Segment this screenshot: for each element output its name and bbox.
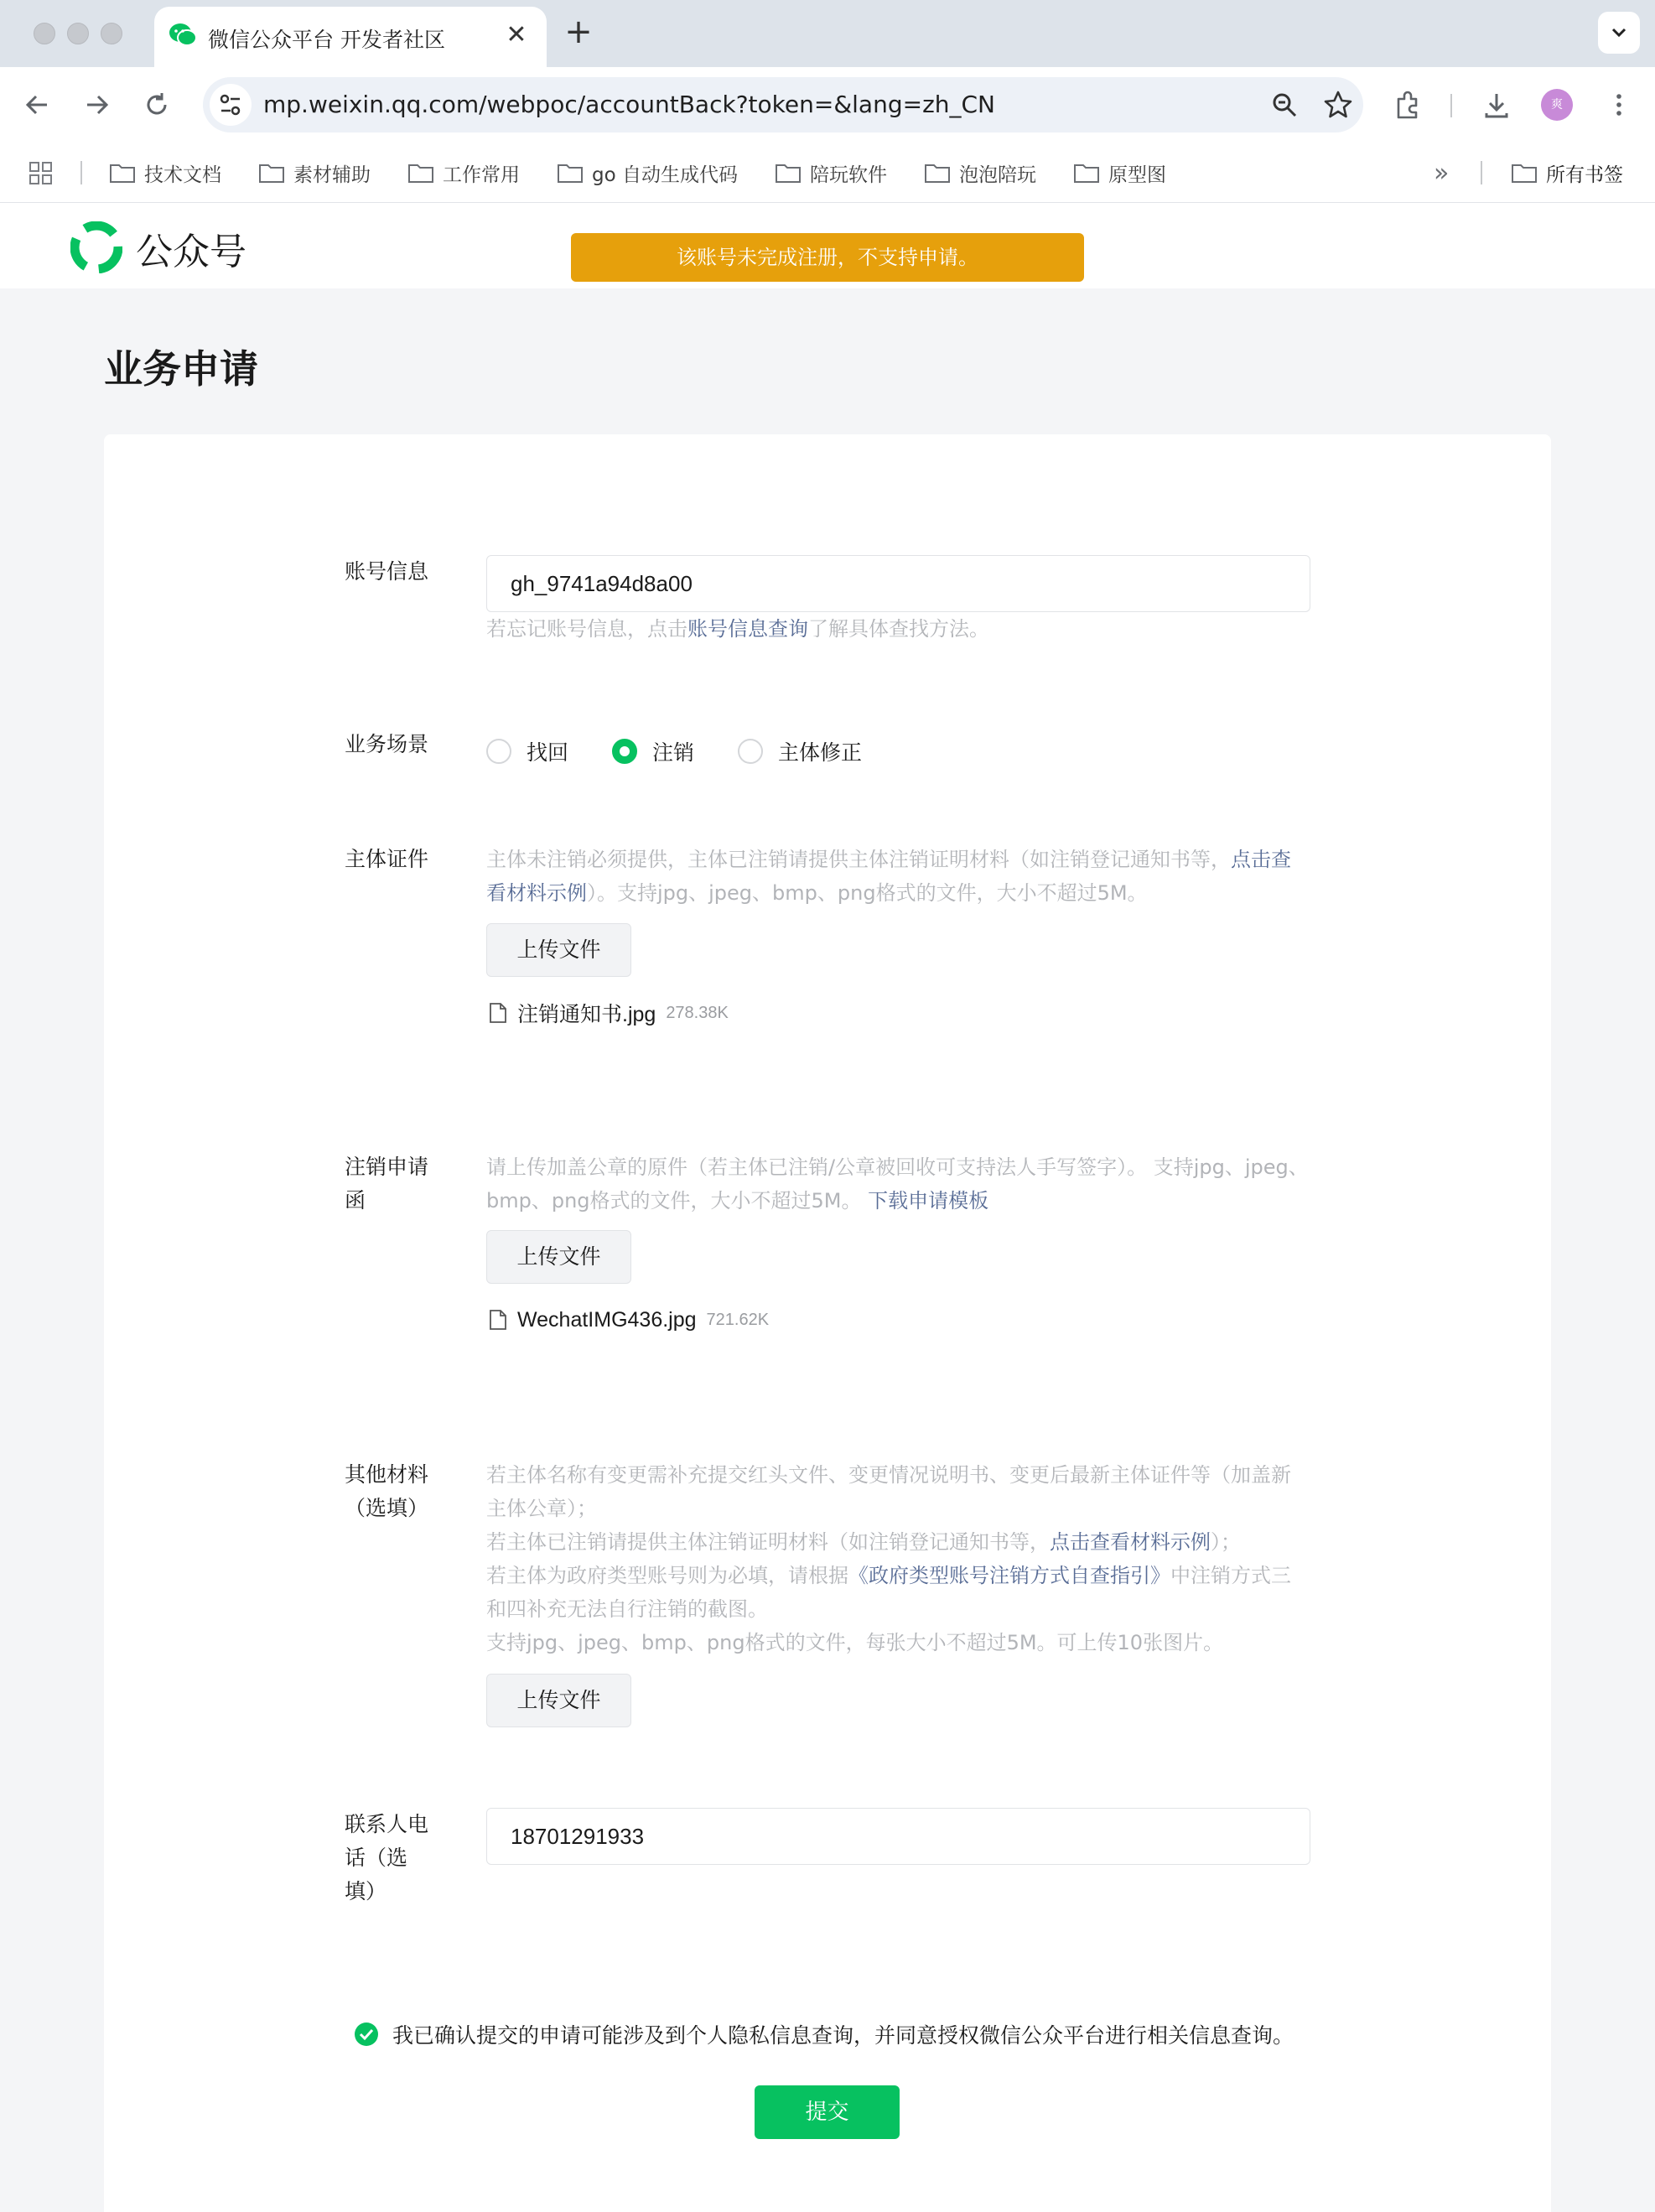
bookmark-label: 泡泡陪玩	[959, 164, 1036, 186]
folder-icon	[1511, 162, 1538, 184]
tab-title: 微信公众平台 开发者社区	[208, 28, 445, 52]
warning-banner: 该账号未完成注册，不支持申请。	[571, 233, 1084, 282]
page-title: 业务申请	[104, 346, 258, 392]
more-bookmarks-label: »	[1434, 158, 1450, 188]
logo-text: 公众号	[136, 231, 246, 273]
apps-grid-icon[interactable]	[29, 161, 54, 186]
back-arrow-icon[interactable]	[18, 86, 57, 124]
agreement-text: 我已确认提交的申请可能涉及到个人隐私信息查询，并同意授权微信公众平台进行相关信息查询。	[392, 2023, 1294, 2048]
other-hint-text: 若主体为政府类型账号则为必填，请根据	[486, 1564, 848, 1587]
zoom-icon[interactable]	[1268, 88, 1301, 122]
other-hint-line	[486, 1525, 1310, 1559]
submit-button[interactable]: 提交	[755, 2085, 900, 2139]
avatar[interactable]: 爽	[1541, 89, 1573, 121]
application-upload-button[interactable]: 上传文件	[486, 1230, 631, 1284]
bookmark-folder[interactable]	[1073, 154, 1166, 191]
uploaded-file[interactable]	[489, 1303, 769, 1337]
window-minimize-dot[interactable]	[67, 23, 89, 44]
browser-toolbar	[0, 67, 1655, 143]
forward-arrow-icon[interactable]	[77, 86, 116, 124]
chevron-down-icon[interactable]	[1598, 12, 1640, 54]
extensions-icon[interactable]	[1388, 86, 1427, 124]
all-bookmarks-folder[interactable]	[1511, 154, 1623, 191]
bookmark-divider	[1481, 161, 1482, 184]
scene-label: 业务场景	[345, 732, 429, 756]
radio-option-cancel[interactable]	[612, 735, 694, 768]
address-bar[interactable]	[203, 77, 1363, 132]
more-bookmarks-icon[interactable]	[1434, 154, 1449, 191]
close-icon[interactable]: ✕	[506, 20, 527, 49]
account-input[interactable]: gh_9741a94d8a00	[486, 555, 1310, 612]
bookmark-folder[interactable]	[924, 154, 1036, 191]
radio-icon	[738, 739, 763, 764]
folder-icon	[1073, 162, 1100, 184]
other-hint-line: 若主体名称有变更需补充提交红头文件、变更情况说明书、变更后最新主体证件等（加盖新主体公章）；	[486, 1463, 1291, 1520]
certificate-hint	[486, 843, 1310, 910]
more-vert-icon[interactable]	[1600, 86, 1638, 124]
window-close-dot[interactable]	[34, 23, 55, 44]
file-name: WechatIMG436.jpg	[517, 1307, 697, 1332]
radio-icon	[486, 739, 511, 764]
other-hint-text: 若主体已注销请提供主体注销证明材料（如注销登记通知书等，	[486, 1530, 1050, 1554]
other-hint-text: 中注销方式三和四补充无法自行注销的截图。	[486, 1564, 1291, 1621]
folder-icon	[258, 162, 285, 184]
check-circle-icon	[354, 2022, 379, 2047]
bookmark-folder[interactable]	[775, 154, 887, 191]
other-materials-label: 其他材料（选填）	[345, 1462, 429, 1520]
url-text: mp.weixin.qq.com/webpoc/accountBack?token=&lang=zh_CN	[263, 91, 996, 118]
folder-icon	[775, 162, 802, 184]
application-label: 注销申请函	[345, 1155, 429, 1212]
toolbar-divider	[1450, 94, 1452, 117]
file-size: 278.38K	[666, 1003, 729, 1022]
download-icon[interactable]	[1477, 86, 1516, 124]
other-hint-line	[486, 1559, 1310, 1626]
form-card	[104, 434, 1551, 2212]
file-icon	[489, 1002, 507, 1024]
other-hint-text: ）；	[1211, 1530, 1241, 1554]
browser-tab-bar	[0, 0, 1655, 67]
folder-icon	[557, 162, 584, 184]
application-hint-text: 请上传加盖公章的原件（若主体已注销/公章被回收可支持法人手写签字）。 支持jpg、jpeg、bmp、png格式的文件，大小不超过5M。	[486, 1155, 1309, 1212]
bookmark-label: 所有书签	[1546, 164, 1623, 186]
site-header	[0, 203, 1655, 288]
radio-label: 注销	[652, 740, 695, 765]
folder-icon	[407, 162, 434, 184]
other-materials-upload-button[interactable]: 上传文件	[486, 1674, 631, 1727]
bookmark-folder[interactable]	[109, 154, 221, 191]
account-label: 账号信息	[345, 559, 429, 584]
application-hint	[486, 1150, 1310, 1218]
certificate-hint-text: 主体未注销必须提供，主体已注销请提供主体注销证明材料（如注销登记通知书等，	[486, 848, 1231, 871]
bookmark-label: 陪玩软件	[810, 164, 887, 186]
browser-tab-active[interactable]	[154, 7, 547, 67]
site-settings-icon[interactable]	[210, 84, 252, 126]
bookmark-folder[interactable]	[557, 154, 738, 191]
reload-icon[interactable]	[137, 86, 176, 124]
account-query-link[interactable]: 账号信息查询	[687, 617, 808, 641]
bookmark-folder[interactable]	[258, 154, 371, 191]
radio-option-subject-fix[interactable]	[738, 735, 862, 768]
wechat-mp-logo-icon	[70, 221, 122, 273]
phone-input[interactable]: 18701291933	[486, 1808, 1310, 1865]
radio-selected-icon	[612, 739, 637, 764]
bookmark-label: 素材辅助	[293, 164, 371, 186]
star-icon[interactable]	[1321, 88, 1355, 122]
material-example-link[interactable]: 点击查看材料示例	[1050, 1530, 1211, 1554]
bookmark-label: 原型图	[1108, 164, 1166, 186]
phone-label: 联系人电话（选填）	[345, 1812, 429, 1903]
file-icon	[489, 1309, 507, 1331]
file-size: 721.62K	[706, 1310, 770, 1329]
bookmark-label: go 自动生成代码	[592, 164, 738, 186]
bookmark-folder[interactable]	[407, 154, 520, 191]
account-hint-prefix: 若忘记账号信息，点击	[486, 617, 687, 641]
folder-icon	[924, 162, 951, 184]
radio-label: 找回	[527, 740, 569, 765]
certificate-hint-text: ）。支持jpg、jpeg、bmp、png格式的文件，大小不超过5M。	[587, 881, 1148, 905]
account-hint	[486, 612, 1310, 646]
window-zoom-dot[interactable]	[101, 23, 122, 44]
folder-icon	[109, 162, 136, 184]
other-hint-line: 支持jpg、jpeg、bmp、png格式的文件，每张大小不超过5M。可上传10张图片。	[486, 1631, 1224, 1654]
other-materials-hint	[486, 1458, 1310, 1659]
radio-option-recover[interactable]	[486, 735, 568, 768]
agreement-checkbox[interactable]	[354, 2017, 1294, 2051]
bookmarks-bar	[0, 143, 1655, 203]
gov-guide-link[interactable]: 《政府类型账号注销方式自查指引》	[848, 1564, 1170, 1587]
radio-label: 主体修正	[778, 740, 863, 765]
file-name: 注销通知书.jpg	[517, 1003, 656, 1026]
bookmark-label: 工作常用	[443, 164, 520, 186]
plus-icon[interactable]: +	[564, 13, 593, 51]
download-template-link[interactable]: 下载申请模板	[868, 1189, 989, 1212]
certificate-upload-button[interactable]: 上传文件	[486, 923, 631, 977]
account-hint-suffix: 了解具体查找方法。	[808, 617, 989, 641]
material-example-link[interactable]: 点击查看材料示例	[486, 848, 1291, 905]
uploaded-file[interactable]	[489, 996, 729, 1030]
wechat-icon	[168, 20, 198, 50]
bookmark-divider	[80, 161, 82, 184]
certificate-label: 主体证件	[345, 847, 429, 871]
bookmark-label: 技术文档	[144, 164, 221, 186]
